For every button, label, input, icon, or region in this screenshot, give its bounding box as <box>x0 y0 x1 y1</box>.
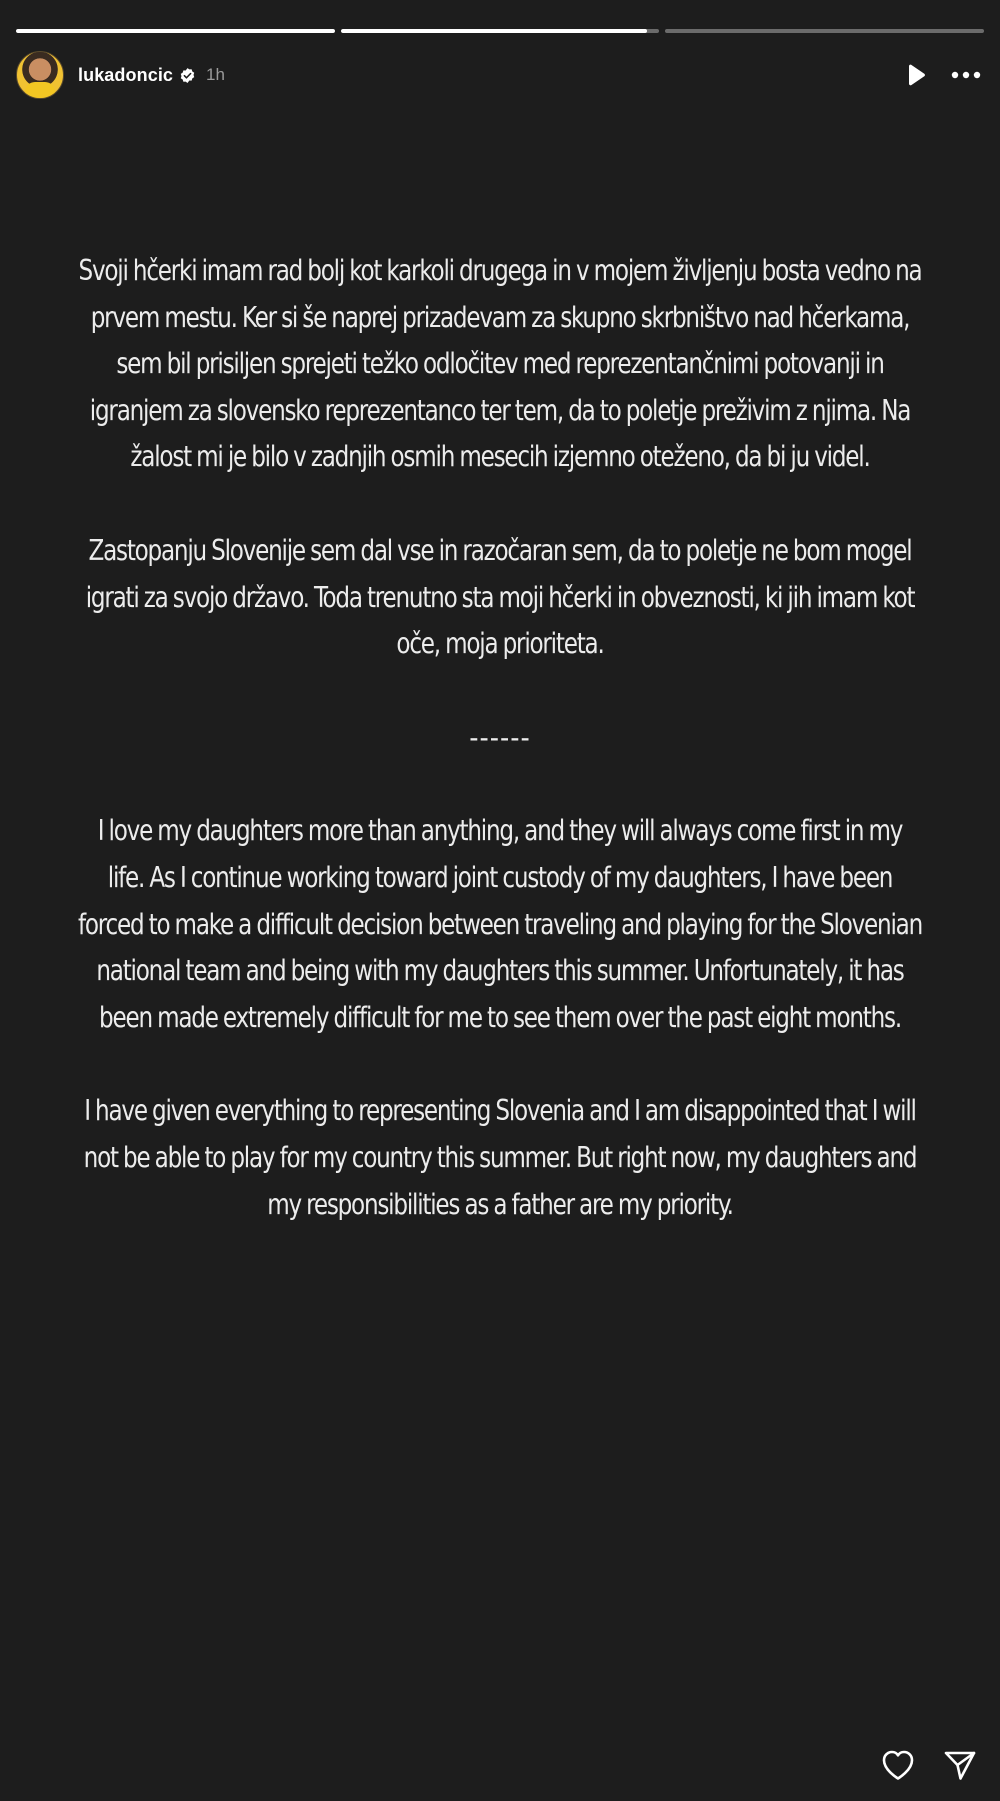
send-icon <box>943 1749 977 1781</box>
story-text <box>30 248 970 1228</box>
language-divider: ------ <box>469 720 531 754</box>
verified-badge-icon <box>179 67 196 84</box>
progress-fill <box>341 29 647 33</box>
slovenian-paragraph-1: Svoji hčerki imam rad bolj kot karkoli drugega in v mojem življenju bosta vedno na prvem mestu. Ker si še naprej prizadevam za skupno skrbništvo nad hčerkama, sem bil prisiljen sprejeti težko odločitev med reprezentančnimi potovanji in igranjem za slovensko reprezentanco ter tem, da to poletje preživim z njima. Na žalost mi je bilo v zadnjih osmih mesecih izjemno oteženo, da bi ju videl. <box>78 254 922 474</box>
progress-segment <box>665 29 984 33</box>
share-button[interactable] <box>940 1745 980 1785</box>
story-header <box>16 50 984 100</box>
story-actions <box>878 1745 980 1785</box>
more-options-button[interactable] <box>948 57 984 93</box>
more-horizontal-icon <box>951 71 981 79</box>
english-paragraph-1: I love my daughters more than anything, and they will always come first in my life. As I continue working toward joint custody of my daughters, I have been forced to make a difficult decision between traveling and playing for the Slovenian national team and being with my daughters this summer. Unfortunately, it has been made extremely difficult for me to see them over the past eight months. <box>77 814 923 1034</box>
like-button[interactable] <box>878 1745 918 1785</box>
english-paragraph-2: I have given everything to representing Slovenia and I am disappointed that I will not be able to play for my country this summer. But right now, my daughters and my responsibilities as a father are my priority. <box>83 1094 917 1221</box>
profile-avatar[interactable] <box>16 51 64 99</box>
play-icon <box>905 63 927 87</box>
progress-fill <box>16 29 335 33</box>
progress-segment <box>341 29 660 33</box>
play-button[interactable] <box>898 57 934 93</box>
username[interactable]: lukadoncic <box>78 64 174 85</box>
post-time: 1h <box>206 65 225 84</box>
avatar-shirt <box>25 82 55 98</box>
heart-icon <box>881 1749 915 1781</box>
progress-segment <box>16 29 335 33</box>
story-progress <box>16 29 984 33</box>
slovenian-paragraph-2: Zastopanju Slovenije sem dal vse in razočaran sem, da to poletje ne bom mogel igrati za svojo državo. Toda trenutno sta moji hčerki in obveznosti, ki jih imam kot oče, moja prioriteta. <box>85 533 915 661</box>
